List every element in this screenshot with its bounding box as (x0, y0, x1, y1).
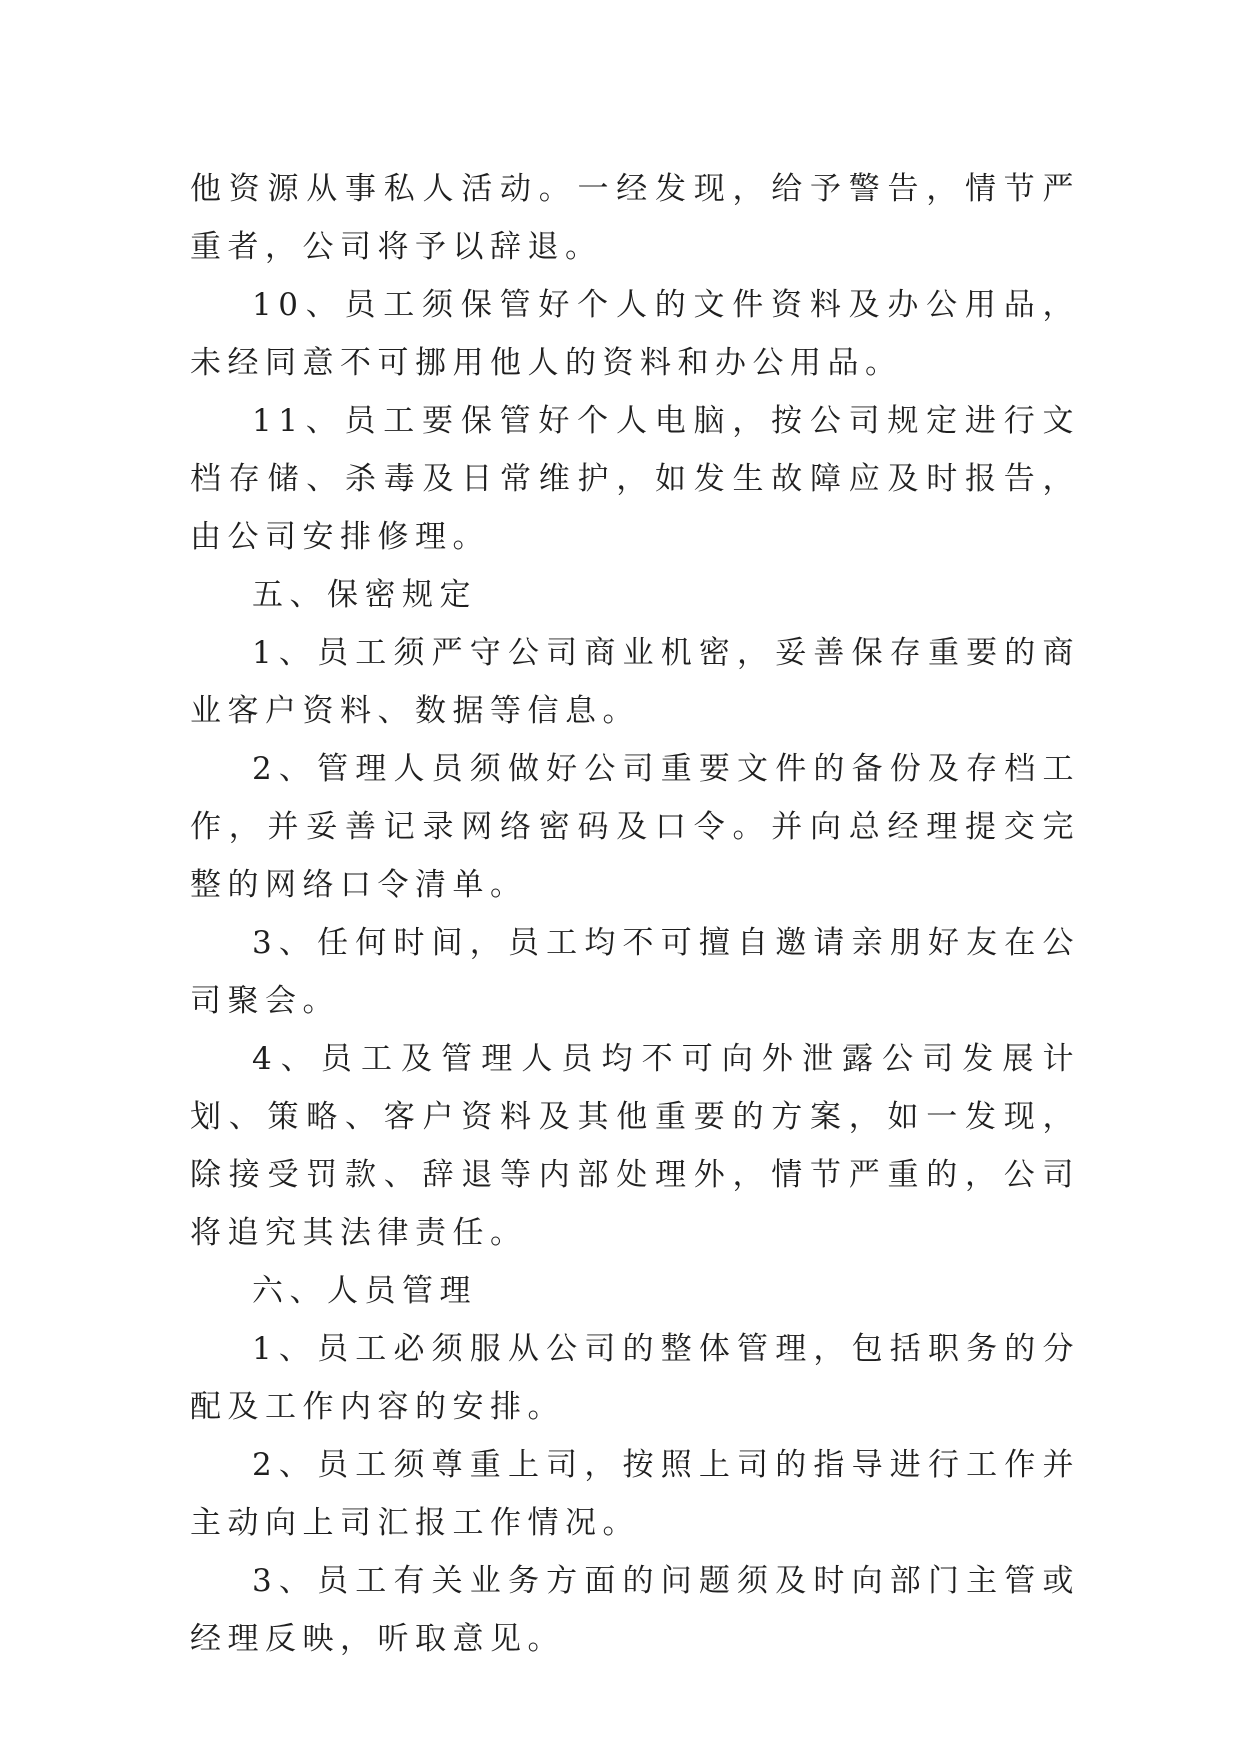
paragraph-confidentiality-1: 1、员工须严守公司商业机密，妥善保存重要的商业客户资料、数据等信息。 (190, 635, 1080, 729)
paragraph-confidentiality-2: 2、管理人员须做好公司重要文件的备份及存档工作，并妥善记录网络密码及口令。并向总经理提交完整的网络口令清单。 (190, 751, 1080, 903)
paragraph-item-10: 10、员工须保管好个人的文件资料及办公用品，未经同意不可挪用他人的资料和办公用品。 (190, 287, 1080, 381)
paragraph-personnel-1: 1、员工必须服从公司的整体管理，包括职务的分配及工作内容的安排。 (190, 1331, 1080, 1425)
paragraph-personnel-2: 2、员工须尊重上司，按照上司的指导进行工作并主动向上司汇报工作情况。 (190, 1447, 1080, 1541)
paragraph-personnel-3: 3、员工有关业务方面的问题须及时向部门主管或经理反映，听取意见。 (190, 1563, 1080, 1657)
section-heading-confidentiality: 五、保密规定 (252, 577, 477, 613)
paragraph-confidentiality-3: 3、任何时间，员工均不可擅自邀请亲朋好友在公司聚会。 (190, 925, 1080, 1019)
paragraph-item-11: 11、员工要保管好个人电脑，按公司规定进行文档存储、杀毒及日常维护，如发生故障应及时报告，由公司安排修理。 (190, 403, 1080, 555)
paragraph-confidentiality-4: 4、员工及管理人员均不可向外泄露公司发展计划、策略、客户资料及其他重要的方案，如一发现，除接受罚款、辞退等内部处理外，情节严重的，公司将追究其法律责任。 (190, 1041, 1080, 1251)
paragraph-continuation: 他资源从事私人活动。一经发现，给予警告，情节严重者，公司将予以辞退。 (190, 171, 1080, 265)
document-page (190, 160, 1080, 1668)
section-heading-personnel: 六、人员管理 (252, 1273, 477, 1309)
